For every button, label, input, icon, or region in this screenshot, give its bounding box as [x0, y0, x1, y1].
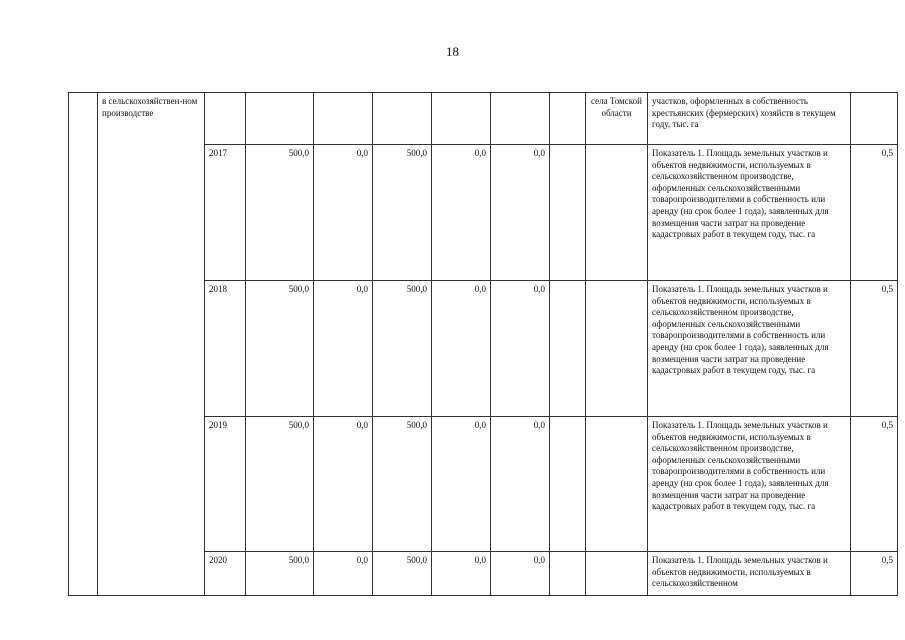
indicator-cell: Показатель 1. Площадь земельных участков и объектов недвижимости, используемых в сельскохозяйственном [648, 552, 851, 596]
local-cell: 0,0 [432, 417, 491, 552]
spacer-cell [550, 93, 586, 145]
region-cell-continued [586, 145, 648, 281]
year-cell: 2019 [205, 417, 246, 552]
federal-cell: 0,0 [314, 552, 373, 596]
regional-cell [373, 93, 432, 145]
table-row [69, 93, 898, 145]
indicator-cell: Показатель 1. Площадь земельных участков и объектов недвижимости, используемых в сельскохозяйственном производстве, оформленных сельскохозяйственными товаропроизводителями в собственность или аренду (на срок более 1 года), заявленных для возмещения части затрат на проведение кадастровых работ в текущем году, тыс. га [648, 281, 851, 417]
number-cell [69, 93, 98, 596]
total-cell: 500,0 [246, 281, 314, 417]
total-cell [246, 93, 314, 145]
federal-cell: 0,0 [314, 145, 373, 281]
value-cell: 0,5 [851, 417, 898, 552]
value-cell: 0,5 [851, 145, 898, 281]
other-cell [491, 93, 550, 145]
region-cell: села Томской области [586, 93, 648, 145]
program-table [68, 92, 898, 596]
regional-cell: 500,0 [373, 145, 432, 281]
federal-cell [314, 93, 373, 145]
local-cell: 0,0 [432, 281, 491, 417]
indicator-cell: участков, оформленных в собственность крестьянских (фермерских) хозяйств в текущем году, тыс. га [648, 93, 851, 145]
region-cell-continued [586, 281, 648, 417]
other-cell: 0,0 [491, 417, 550, 552]
total-cell: 500,0 [246, 417, 314, 552]
indicator-cell: Показатель 1. Площадь земельных участков и объектов недвижимости, используемых в сельскохозяйственном производстве, оформленных сельскохозяйственными товаропроизводителями в собственность или аренду (на срок более 1 года), заявленных для возмещения части затрат на проведение кадастровых работ в текущем году, тыс. га [648, 417, 851, 552]
year-cell: 2017 [205, 145, 246, 281]
local-cell [432, 93, 491, 145]
value-cell [851, 93, 898, 145]
federal-cell: 0,0 [314, 417, 373, 552]
other-cell: 0,0 [491, 281, 550, 417]
federal-cell: 0,0 [314, 281, 373, 417]
region-cell-continued [586, 417, 648, 552]
task-cell: в сельскохозяйствен-ном производстве [98, 93, 205, 596]
region-cell-continued [586, 552, 648, 596]
other-cell: 0,0 [491, 552, 550, 596]
local-cell: 0,0 [432, 145, 491, 281]
value-cell: 0,5 [851, 281, 898, 417]
other-cell: 0,0 [491, 145, 550, 281]
regional-cell: 500,0 [373, 417, 432, 552]
indicator-cell: Показатель 1. Площадь земельных участков и объектов недвижимости, используемых в сельскохозяйственном производстве, оформленных сельскохозяйственными товаропроизводителями в собственность или аренду (на срок более 1 года), заявленных для возмещения части затрат на проведение кадастровых работ в текущем году, тыс. га [648, 145, 851, 281]
year-cell: 2018 [205, 281, 246, 417]
year-cell: 2020 [205, 552, 246, 596]
spacer-cell [550, 552, 586, 596]
spacer-cell [550, 145, 586, 281]
local-cell: 0,0 [432, 552, 491, 596]
year-cell [205, 93, 246, 145]
total-cell: 500,0 [246, 552, 314, 596]
total-cell: 500,0 [246, 145, 314, 281]
page-number: 18 [446, 44, 459, 59]
spacer-cell [550, 417, 586, 552]
spacer-cell [550, 281, 586, 417]
regional-cell: 500,0 [373, 552, 432, 596]
regional-cell: 500,0 [373, 281, 432, 417]
value-cell: 0,5 [851, 552, 898, 596]
